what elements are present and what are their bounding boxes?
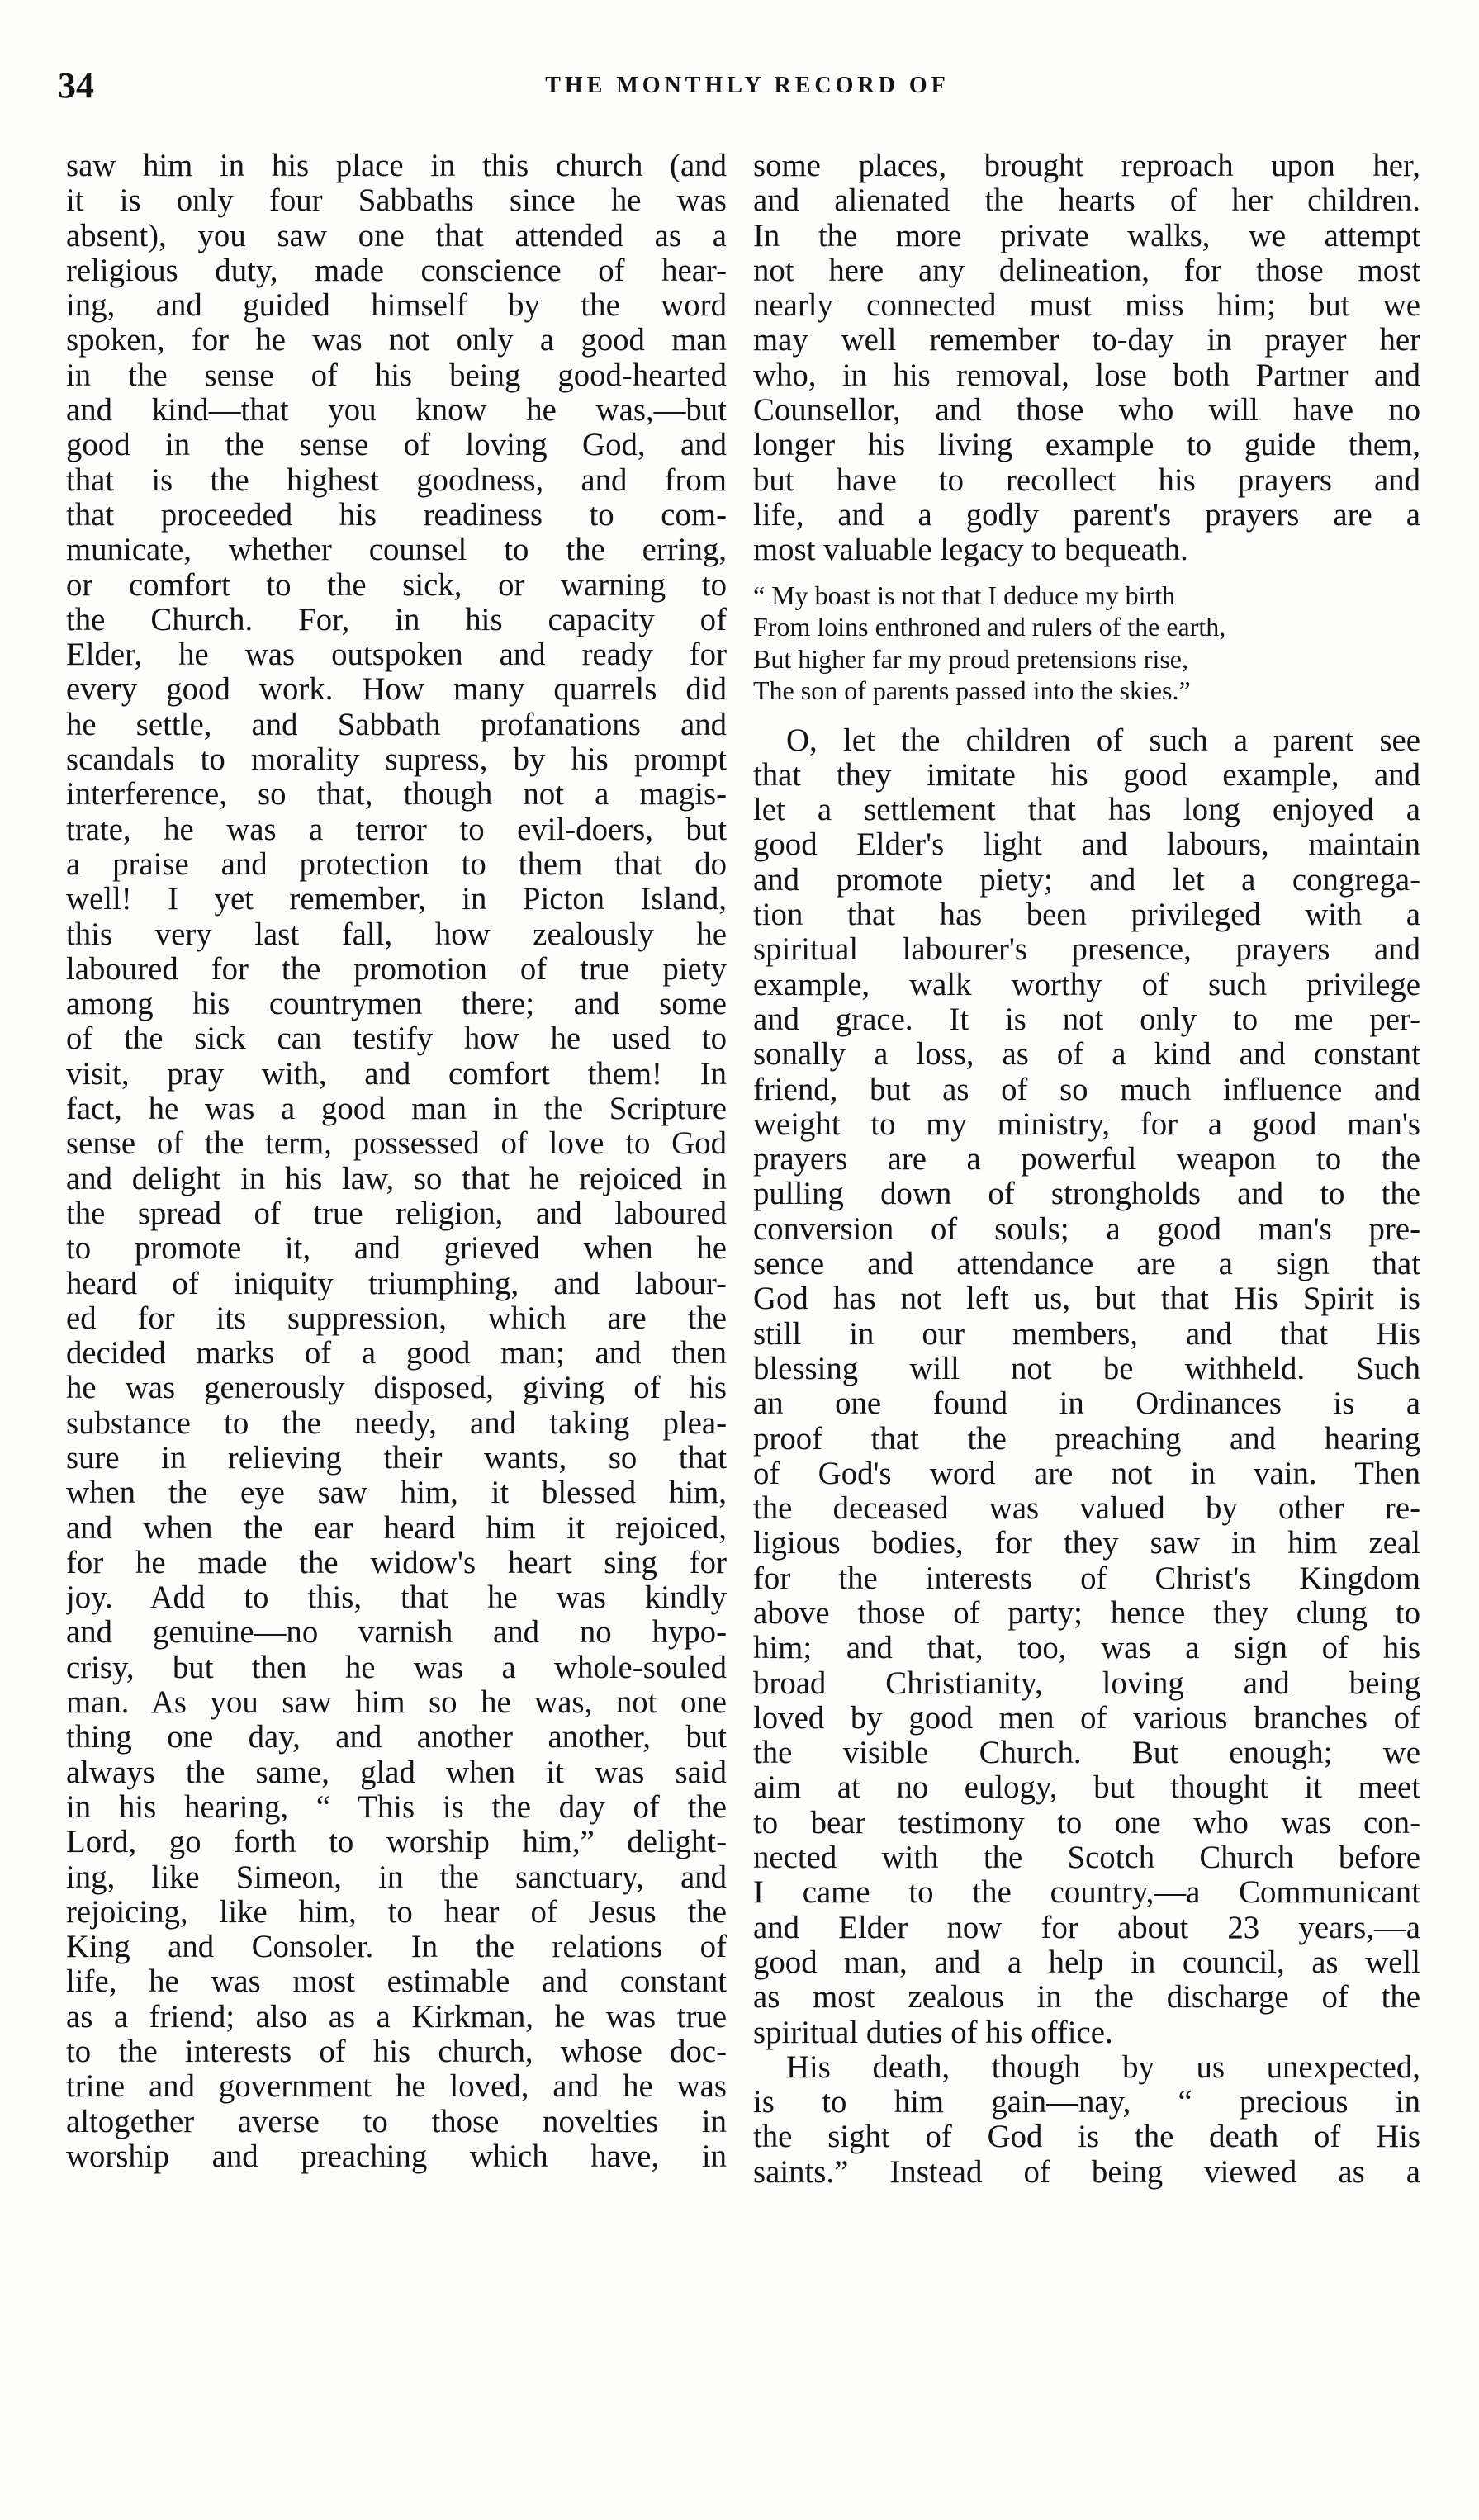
text-line: His death, though by us unexpected, (786, 2049, 1420, 2085)
text-line: above those of party; hence they clung to (753, 1595, 1420, 1631)
text-line: he settle, and Sabbath profanations and (66, 707, 727, 742)
page-header (58, 64, 1437, 114)
text-line: nearly connected must miss him; but we (753, 288, 1420, 324)
text-line: Elder, he was outspoken and ready for (66, 637, 727, 673)
text-line: worship and preaching which have, in (66, 2139, 727, 2174)
text-line: absent), you saw one that attended as a (66, 218, 727, 253)
text-line: and Elder now for about 23 years,—a (753, 1910, 1420, 1945)
text-line: that is the highest goodness, and from (66, 462, 727, 498)
text-line: In the more private walks, we attempt (753, 218, 1420, 253)
text-line: the sight of God is the death of His (753, 2120, 1420, 2155)
text-line: and alienated the hearts of her children. (753, 183, 1420, 219)
text-line: God has not left us, but that His Spirit is (753, 1281, 1420, 1317)
text-line: and when the ear heard him it rejoiced, (66, 1510, 727, 1546)
text-line: spiritual labourer's presence, prayers and (753, 932, 1420, 968)
text-line: and promote piety; and let a congrega- (753, 862, 1420, 898)
text-line: loved by good men of various branches of (753, 1700, 1420, 1736)
text-line: laboured for the promotion of true piety (66, 951, 727, 987)
text-line: nected with the Scotch Church before (753, 1840, 1420, 1876)
text-line: always the same, glad when it was said (66, 1755, 727, 1790)
text-line: of God's word are not in vain. Then (753, 1456, 1420, 1491)
text-line: as a friend; also as a Kirkman, he was true (66, 1999, 727, 2034)
text-line: interference, so that, though not a magis- (66, 777, 727, 812)
text-line: this very last fall, how zealously he (66, 917, 727, 952)
page-number: 34 (58, 65, 94, 106)
text-line: ed for its suppression, which are the (66, 1300, 727, 1336)
text-line: to the interests of his church, whose doc- (66, 2034, 727, 2070)
text-line: is to him gain—nay, “ precious in (753, 2085, 1420, 2120)
text-line: he was generously disposed, giving of his (66, 1371, 727, 1406)
text-line: religious duty, made conscience of hear- (66, 253, 727, 288)
text-line: in his hearing, “ This is the day of the (66, 1789, 727, 1825)
text-line: sonally a loss, as of a kind and constant (753, 1037, 1420, 1073)
verse-quotation (753, 580, 1420, 707)
text-line: of the sick can testify how he used to (66, 1021, 727, 1057)
text-line: for the interests of Christ's Kingdom (753, 1561, 1420, 1596)
right-column-paragraph-death (753, 2050, 1420, 2190)
quote-line: The son of parents passed into the skies.” (753, 675, 1191, 706)
text-line: who, in his removal, lose both Partner and (753, 358, 1420, 393)
text-line: man. As you saw him so he was, not one (66, 1685, 727, 1721)
text-line: longer his living example to guide them, (753, 428, 1420, 463)
text-line: visit, pray with, and comfort them! In (66, 1056, 727, 1092)
text-line: weight to my ministry, for a good man's (753, 1106, 1420, 1142)
text-line: among his countrymen there; and some (66, 987, 727, 1022)
text-line: King and Consoler. In the relations of (66, 1930, 727, 1965)
quote-line: “ My boast is not that I deduce my birth (753, 580, 1176, 610)
text-line: that proceeded his readiness to com- (66, 497, 727, 533)
quote-line: But higher far my proud pretensions rise, (753, 643, 1188, 674)
text-line: it is only four Sabbaths since he was (66, 183, 727, 219)
text-line: Counsellor, and those who will have no (753, 393, 1420, 429)
text-line: every good work. How many quarrels did (66, 672, 727, 708)
text-line: sence and attendance are a sign that (753, 1247, 1420, 1282)
right-column-paragraph-children (753, 723, 1420, 2050)
text-line: when the eye saw him, it blessed him, (66, 1476, 727, 1511)
text-line: the Church. For, in his capacity of (66, 602, 727, 637)
text-line: the deceased was valued by other re- (753, 1491, 1420, 1527)
text-line: prayers are a powerful weapon to the (753, 1142, 1420, 1177)
text-line: him; and that, too, was a sign of his (753, 1631, 1420, 1666)
text-line: thing one day, and another another, but (66, 1720, 727, 1755)
text-line: may well remember to-day in prayer her (753, 323, 1420, 358)
text-line: good man, and a help in council, as well (753, 1944, 1420, 1980)
text-line: ing, and guided himself by the word (66, 288, 727, 324)
text-line: and grace. It is not only to me per- (753, 1002, 1420, 1037)
text-line: still in our members, and that His (753, 1316, 1420, 1352)
text-line: life, and a godly parent's prayers are a (753, 497, 1420, 533)
text-line: saints.” Instead of being viewed as a (753, 2154, 1420, 2190)
text-line: the visible Church. But enough; we (753, 1736, 1420, 1771)
text-line: blessing will not be withheld. Such (753, 1351, 1420, 1386)
right-column (753, 149, 1420, 2190)
text-line: altogether averse to those novelties in (66, 2104, 727, 2139)
text-line: not here any delineation, for those most (753, 253, 1420, 288)
text-line: sense of the term, possessed of love to God (66, 1126, 727, 1162)
text-line: joy. Add to this, that he was kindly (66, 1580, 727, 1616)
quote-line: From loins enthroned and rulers of the earth, (753, 612, 1226, 642)
text-line: conversion of souls; a good man's pre- (753, 1211, 1420, 1247)
text-line: Lord, go forth to worship him,” delight- (66, 1825, 727, 1860)
text-line: fact, he was a good man in the Scripture (66, 1092, 727, 1127)
text-line: for he made the widow's heart sing for (66, 1545, 727, 1580)
text-line: decided marks of a good man; and then (66, 1336, 727, 1371)
text-line: rejoicing, like him, to hear of Jesus the (66, 1894, 727, 1930)
text-line: life, he was most estimable and constant (66, 1964, 727, 2000)
text-line: most valuable legacy to bequeath. (753, 533, 1188, 568)
text-line: crisy, but then he was a whole-souled (66, 1650, 727, 1685)
text-line: scandals to morality supress, by his prompt (66, 742, 727, 778)
text-line: substance to the needy, and taking plea- (66, 1405, 727, 1441)
text-line: friend, but as of so much influence and (753, 1072, 1420, 1107)
text-line: as most zealous in the discharge of the (753, 1980, 1420, 2016)
text-line: proof that the preaching and hearing (753, 1421, 1420, 1457)
text-line: good Elder's light and labours, maintain (753, 827, 1420, 863)
text-line: broad Christianity, loving and being (753, 1665, 1420, 1701)
text-line: spoken, for he was not only a good man (66, 323, 727, 358)
left-column (66, 149, 727, 2174)
right-column-paragraph-continuation (753, 149, 1420, 568)
text-line: but have to recollect his prayers and (753, 462, 1420, 498)
text-line: good in the sense of loving God, and (66, 428, 727, 463)
text-line: tion that has been privileged with a (753, 898, 1420, 933)
text-line: municate, whether counsel to the erring, (66, 533, 727, 568)
text-line: ing, like Simeon, in the sanctuary, and (66, 1859, 727, 1895)
text-line: saw him in his place in this church (and (66, 149, 727, 183)
text-line: example, walk worthy of such privilege (753, 967, 1420, 1002)
text-line: trate, he was a terror to evil-doers, but (66, 812, 727, 847)
text-line: to bear testimony to one who was con- (753, 1805, 1420, 1840)
text-line: to promote it, and grieved when he (66, 1231, 727, 1267)
text-line: pulling down of strongholds and to the (753, 1177, 1420, 1212)
text-line: trine and government he loved, and he was (66, 2069, 727, 2105)
running-head: THE MONTHLY RECORD OF (545, 73, 950, 98)
text-line: an one found in Ordinances is a (753, 1386, 1420, 1422)
text-line: aim at no eulogy, but thought it meet (753, 1770, 1420, 1806)
text-line: ligious bodies, for they saw in him zeal (753, 1526, 1420, 1561)
text-line: and kind—that you know he was,—but (66, 393, 727, 429)
text-line: some places, brought reproach upon her, (753, 149, 1420, 183)
text-line: spiritual duties of his office. (753, 2015, 1113, 2050)
text-line: well! I yet remember, in Picton Island, (66, 882, 727, 917)
text-line: in the sense of his being good-hearted (66, 358, 727, 393)
text-line: and delight in his law, so that he rejoiced in (66, 1161, 727, 1196)
text-line: and genuine—no varnish and no hypo- (66, 1615, 727, 1651)
text-line: the spread of true religion, and laboured (66, 1196, 727, 1231)
text-line: heard of iniquity triumphing, and labour- (66, 1266, 727, 1301)
text-line: that they imitate his good example, and (753, 757, 1420, 793)
text-line: or comfort to the sick, or warning to (66, 567, 727, 603)
text-line: a praise and protection to them that do (66, 846, 727, 882)
text-line: O, let the children of such a parent see (786, 722, 1420, 758)
text-line: let a settlement that has long enjoyed a (753, 793, 1420, 828)
text-line: sure in relieving their wants, so that (66, 1440, 727, 1476)
text-line: I came to the country,—a Communicant (753, 1875, 1420, 1911)
